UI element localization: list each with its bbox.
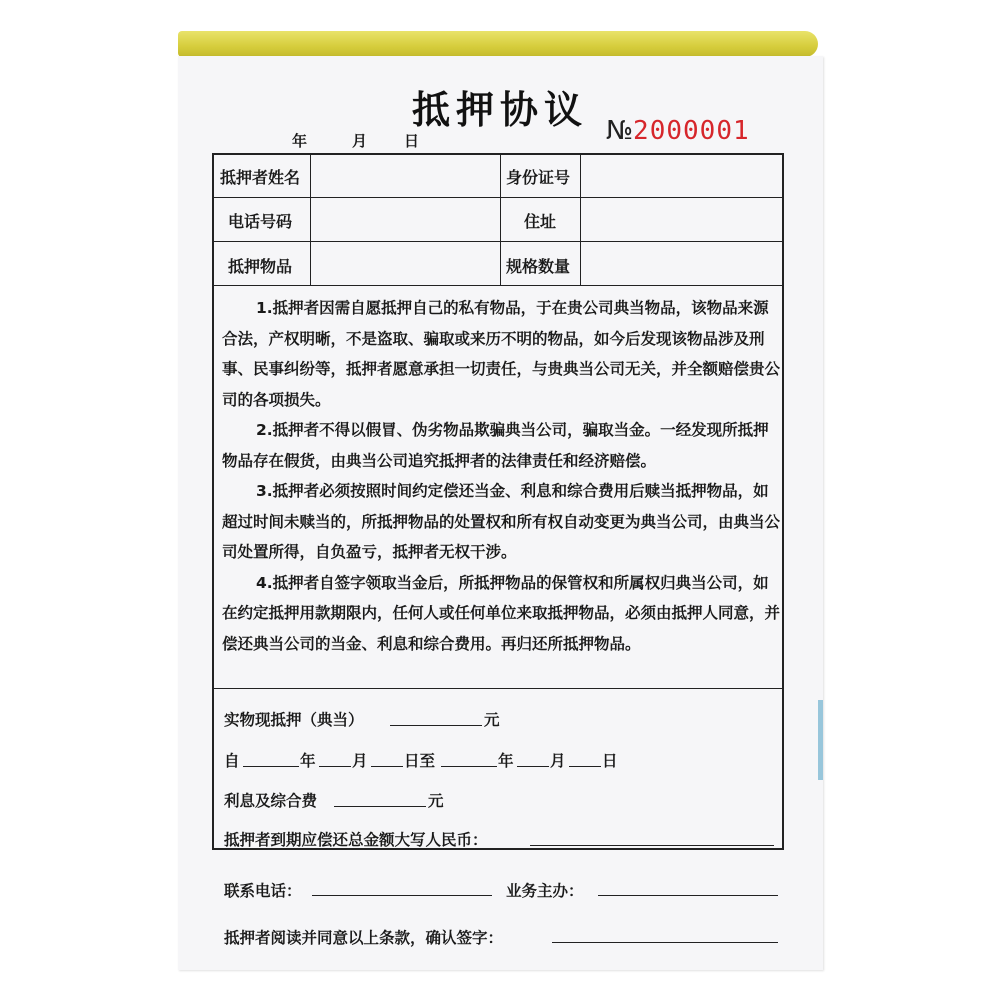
interest-yuan-label: 元 [428, 792, 444, 810]
start-year-label: 年 [300, 752, 316, 770]
id-number-label: 身份证号 [506, 168, 571, 187]
contact-phone-blank[interactable] [312, 895, 492, 896]
row-divider [212, 285, 784, 286]
serial-prefix: № [606, 116, 634, 146]
interest-fees-blank[interactable] [334, 806, 426, 807]
date-month-label: 月 [352, 132, 368, 150]
signature-blank[interactable] [552, 942, 778, 943]
address-field[interactable] [588, 204, 778, 236]
address-label: 住址 [524, 212, 557, 231]
column-divider [500, 153, 501, 285]
date-day-label: 日 [404, 132, 420, 150]
pledger-name-label: 抵押者姓名 [220, 168, 301, 187]
start-day-to-label: 日至 [404, 752, 436, 770]
id-number-field[interactable] [588, 160, 778, 192]
end-year-blank[interactable] [441, 766, 497, 767]
total-due-blank[interactable] [530, 845, 774, 846]
start-month-blank[interactable] [319, 766, 351, 767]
column-divider [310, 153, 311, 285]
pledge-yuan-label: 元 [484, 711, 500, 729]
start-month-label: 月 [352, 752, 368, 770]
item-label: 抵押物品 [228, 257, 293, 276]
handler-blank[interactable] [598, 895, 778, 896]
phone-field[interactable] [318, 204, 494, 236]
end-month-label: 月 [550, 752, 566, 770]
serial-number [606, 116, 750, 146]
terms-clauses [222, 293, 782, 659]
date-year-label: 年 [292, 132, 308, 150]
start-day-blank[interactable] [371, 766, 403, 767]
spec-quantity-label: 规格数量 [506, 257, 571, 276]
pledge-amount-blank[interactable] [390, 725, 482, 726]
period-from-label: 自 [224, 752, 240, 770]
handler-label: 业务主办： [506, 882, 584, 900]
pad-binding-strip [178, 31, 818, 57]
spec-quantity-field[interactable] [588, 248, 778, 280]
serial-value: 2000001 [633, 116, 750, 146]
total-due-label: 抵押者到期应偿还总金额大写人民币： [224, 831, 488, 849]
end-day-label: 日 [602, 752, 618, 770]
physical-pledge-label: 实物现抵押（典当） [224, 711, 364, 729]
confirm-signature-label: 抵押者阅读并同意以上条款，确认签字： [224, 929, 504, 947]
end-day-blank[interactable] [569, 766, 601, 767]
row-divider [212, 688, 784, 689]
clause-2: 2.抵押者不得以假冒、伪劣物品欺骗典当公司，骗取当金。一经发现所抵押物品存在假货，由典当公司追究抵押者的法律责任和经济赔偿。 [222, 421, 769, 470]
end-year-label: 年 [498, 752, 514, 770]
row-divider [212, 241, 784, 242]
sheet-edge-accent [818, 700, 823, 780]
end-month-blank[interactable] [517, 766, 549, 767]
column-divider [580, 153, 581, 285]
item-field[interactable] [318, 248, 494, 280]
interest-fees-label: 利息及综合费 [224, 792, 318, 810]
clause-4: 4.抵押者自签字领取当金后，所抵押物品的保管权和所属权归典当公司，如在约定抵押用款期限内，任何人或任何单位来取抵押物品，必须由抵押人同意，并偿还典当公司的当金、利息和综合费用。再归还所抵押物品。 [222, 573, 781, 653]
clause-3: 3.抵押者必须按照时间约定偿还当金、利息和综合费用后赎当抵押物品，如超过时间未赎当的，所抵押物品的处置权和所有权自动变更为典当公司，由典当公司处置所得，自负盈亏，抵押者无权干涉。 [222, 482, 781, 561]
phone-label: 电话号码 [228, 212, 293, 231]
start-year-blank[interactable] [243, 766, 299, 767]
document-title: 抵押协议 [411, 87, 588, 132]
pledger-name-field[interactable] [318, 160, 494, 192]
contact-phone-label: 联系电话： [224, 882, 302, 900]
clause-1: 1.抵押者因需自愿抵押自己的私有物品，于在贵公司典当物品，该物品来源合法，产权明晰，不是盗取、骗取或来历不明的物品，如今后发现该物品涉及刑事、民事纠纷等，抵押者愿意承担一切责任，与贵典当公司无关，并全额赔偿贵公司的各项损失。 [222, 299, 781, 409]
row-divider [212, 197, 784, 198]
